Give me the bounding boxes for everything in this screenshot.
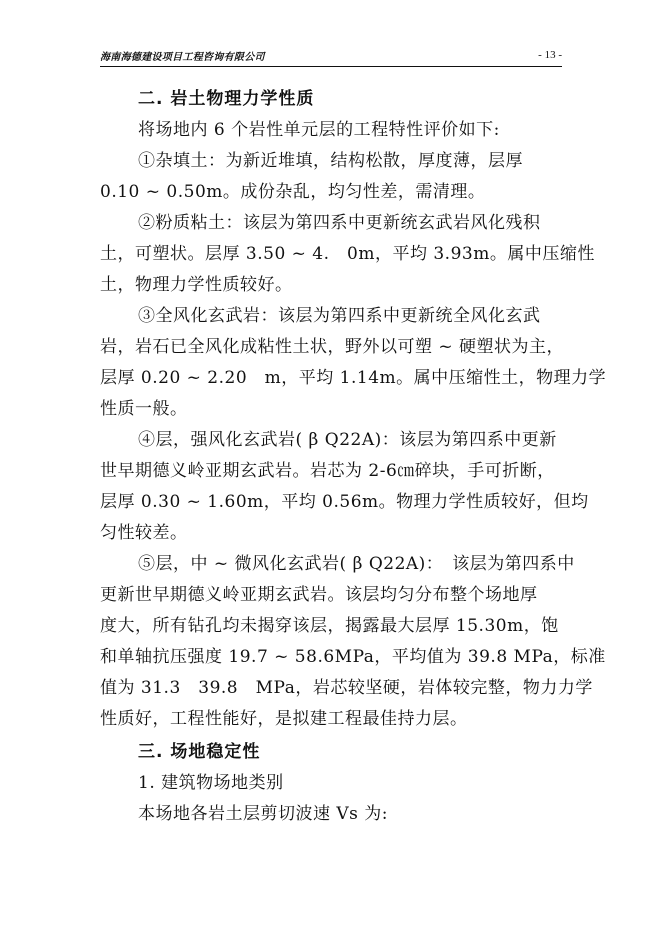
item-1-line-1: ①杂填土：为新近堆填，结构松散，厚度薄，层厚 [138, 151, 523, 171]
item-4-line-3: 层厚 0.30 ~ 1.60m，平均 0.56m。物理力学性质较好，但均 [100, 492, 589, 512]
page-header [100, 48, 562, 67]
item-3-line-4: 性质一般。 [100, 399, 188, 419]
item-5-line-5: 值为 31.3 39.8 MPa，岩芯较坚硬，岩体较完整，物力力学 [100, 678, 593, 698]
item-1-line-2: 0.10 ~ 0.50m。成份杂乱，均匀性差，需清理。 [100, 182, 486, 202]
item-2-line-3: 土，物理力学性质较好。 [100, 275, 293, 295]
item-2-line-1: ②粉质粘土：该层为第四系中更新统玄武岩风化残积 [138, 213, 541, 233]
item-5-line-2: 更新世早期德义岭亚期玄武岩。该层均匀分布整个场地厚 [100, 585, 538, 605]
item-5-line-3: 度大，所有钻孔均未揭穿该层，揭露最大层厚 15.30m，饱 [100, 616, 559, 636]
section-3-subtitle: 1. 建筑物场地类别 [138, 773, 284, 793]
item-3-line-2: 岩，岩石已全风化成粘性土状，野外以可塑 ~ 硬塑状为主， [100, 337, 565, 357]
section-3-text: 本场地各岩土层剪切波速 Vs 为: [138, 804, 389, 824]
item-4-line-1: ④层，强风化玄武岩( β Q22A)：该层为第四系中更新 [138, 430, 557, 450]
section-2-intro: 将场地内 6 个岩性单元层的工程特性评价如下: [138, 120, 500, 140]
item-5-line-6: 性质好，工程性能好，是拟建工程最佳持力层。 [100, 709, 468, 729]
item-3-line-1: ③全风化玄武岩：该层为第四系中更新统全风化玄武 [138, 306, 541, 326]
header-page-number: - 13 - [538, 49, 562, 61]
section-3-title: 三. 场地稳定性 [138, 742, 261, 762]
header-company-name: 海南海德建设项目工程咨询有限公司 [100, 52, 265, 63]
section-2-title: 二. 岩土物理力学性质 [138, 89, 315, 109]
item-5-line-1: ⑤层，中 ~ 微风化玄武岩( β Q22A)： 该层为第四系中 [138, 554, 575, 574]
item-2-line-2: 土，可塑状。层厚 3.50 ~ 4. 0m，平均 3.93m。属中压缩性 [100, 244, 595, 264]
item-5-line-4: 和单轴抗压强度 19.7 ~ 58.6MPa，平均值为 39.8 MPa，标准 [100, 647, 606, 667]
item-4-line-4: 匀性较差。 [100, 523, 188, 543]
item-3-line-3: 层厚 0.20 ~ 2.20 m，平均 1.14m。属中压缩性土，物理力学 [100, 368, 607, 388]
item-4-line-2: 世早期德义岭亚期玄武岩。岩芯为 2-6㎝碎块，手可折断， [100, 461, 555, 481]
